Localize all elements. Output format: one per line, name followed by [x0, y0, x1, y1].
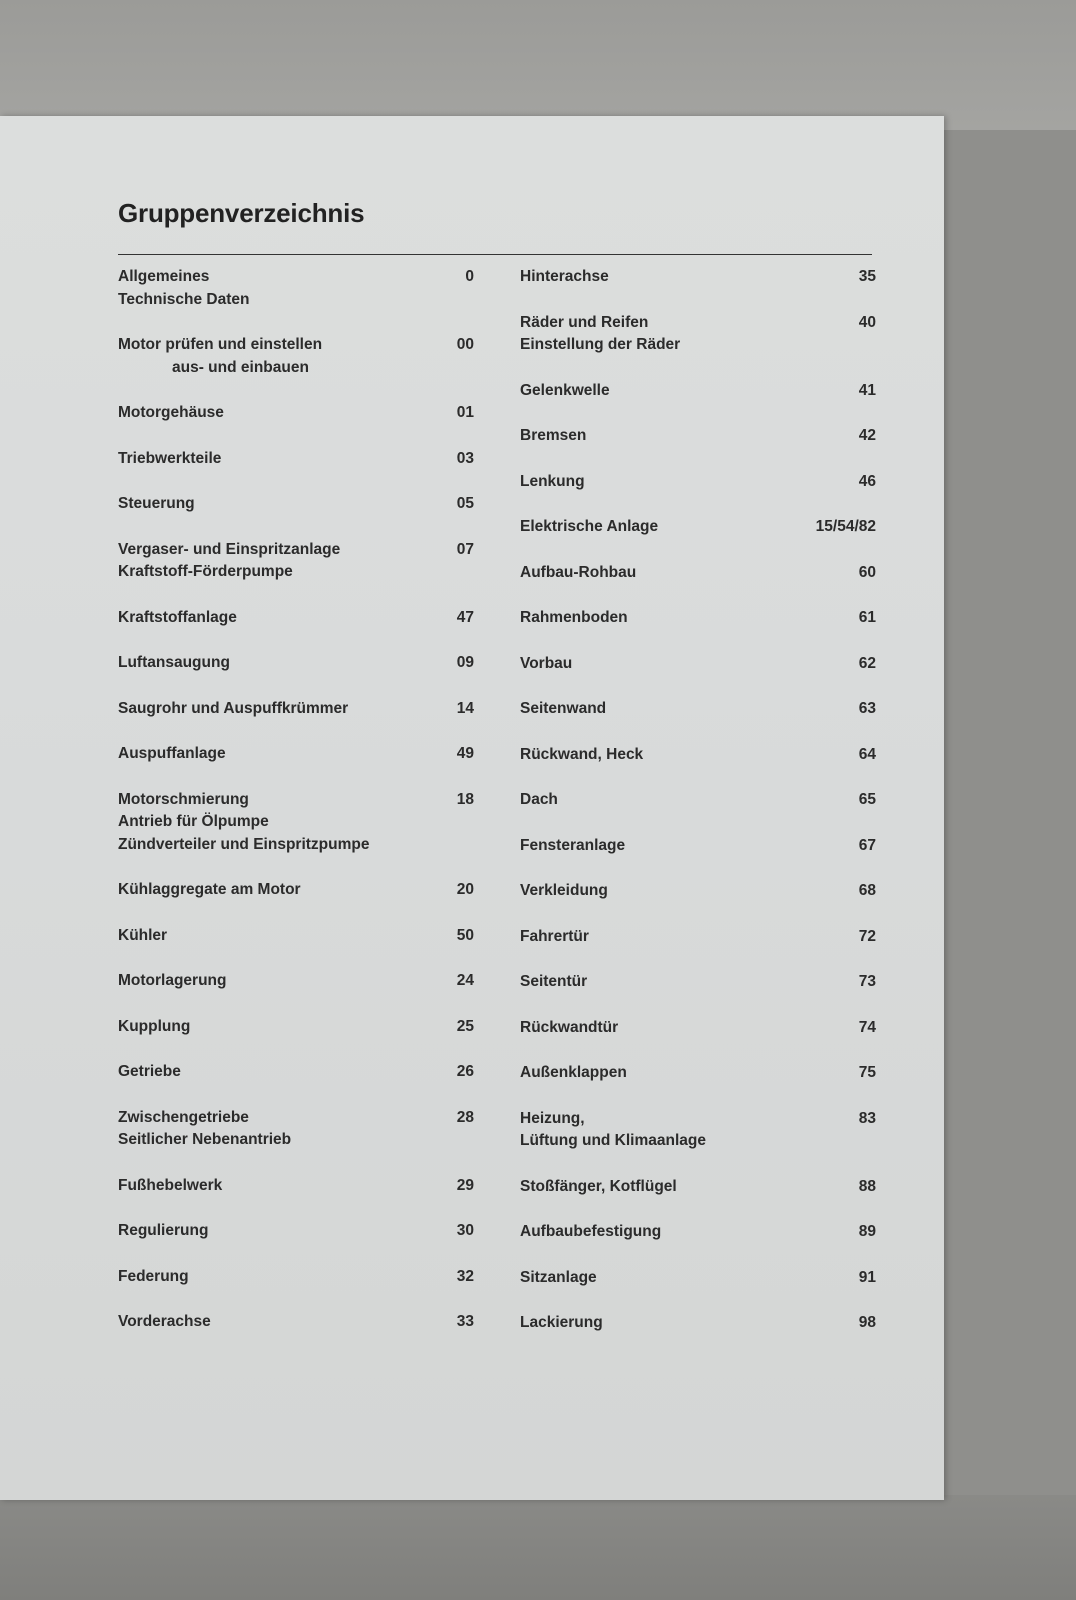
entry-number: 75 — [858, 1064, 876, 1081]
toc-entry — [118, 652, 474, 698]
entry-number: 74 — [858, 1018, 876, 1036]
toc-entry — [520, 1108, 876, 1176]
entry-name: Kraftstoffanlage — [118, 608, 237, 626]
entry-number: 89 — [858, 1223, 876, 1240]
entry-number: 63 — [858, 700, 876, 717]
toc-entry — [520, 562, 876, 608]
toc-entry — [118, 789, 474, 880]
entry-name: Motorschmierung — [118, 790, 249, 808]
toc-entry — [118, 1220, 474, 1266]
entry-subtitle: Lüftung und Klimaanlage — [520, 1132, 706, 1149]
document-page — [0, 116, 944, 1500]
entry-name: Kupplung — [118, 1017, 191, 1035]
entry-number: 25 — [456, 1017, 474, 1035]
toc-entry — [118, 970, 474, 1016]
toc-entry — [118, 402, 474, 448]
entry-name: Allgemeines — [118, 268, 210, 285]
entry-name: Gelenkwelle — [520, 381, 610, 399]
toc-entry — [520, 312, 876, 380]
toc-entry — [118, 879, 474, 925]
entry-number: 68 — [858, 882, 876, 899]
entry-number: 49 — [456, 745, 474, 762]
entry-subtitle: Kraftstoff-Förderpumpe — [118, 563, 293, 580]
entry-number: 98 — [858, 1314, 876, 1331]
entry-number: 88 — [858, 1177, 876, 1195]
entry-number: 28 — [456, 1108, 474, 1126]
entry-name: Motorlagerung — [118, 972, 227, 989]
entry-subtitle: aus- und einbauen — [172, 358, 309, 376]
entry-name: Federung — [118, 1267, 189, 1285]
entry-number: 07 — [456, 540, 474, 558]
entry-number: 30 — [456, 1222, 474, 1239]
toc-entry — [118, 1016, 474, 1062]
entry-name: Kühler — [118, 926, 168, 944]
entry-number: 29 — [456, 1176, 474, 1194]
entry-name: Rückwandtür — [520, 1018, 619, 1036]
entry-number: 72 — [858, 927, 876, 945]
toc-entry — [520, 1221, 876, 1267]
toc-entry — [520, 266, 876, 312]
toc-entry — [520, 653, 876, 699]
entry-number: 47 — [456, 608, 474, 626]
entry-number: 01 — [456, 404, 474, 421]
background-bottom — [0, 1495, 1076, 1600]
entry-number: 64 — [858, 745, 876, 763]
toc-entry — [520, 698, 876, 744]
toc-entry — [520, 744, 876, 790]
entry-name: Bremsen — [520, 427, 587, 444]
entry-number: 46 — [858, 472, 876, 490]
title-rule — [118, 254, 872, 255]
toc-entry — [520, 835, 876, 881]
entry-name: Außenklappen — [520, 1064, 627, 1081]
entry-name: Hinterachse — [520, 268, 609, 285]
toc-entry — [118, 493, 474, 539]
toc-entry — [520, 926, 876, 972]
toc-entry — [118, 743, 474, 789]
toc-entry — [520, 1267, 876, 1313]
entry-name: Motorgehäuse — [118, 404, 224, 421]
entry-name: Rückwand, Heck — [520, 745, 644, 763]
toc-entry — [118, 925, 474, 971]
toc-entry — [118, 1311, 474, 1357]
entry-name: Zwischengetriebe — [118, 1108, 249, 1126]
toc-entry — [520, 1062, 876, 1108]
entry-number: 20 — [456, 881, 474, 898]
entry-number: 91 — [858, 1268, 876, 1286]
entry-name: Vorderachse — [118, 1313, 211, 1330]
entry-name: Fußhebelwerk — [118, 1176, 223, 1194]
entry-number: 33 — [456, 1313, 474, 1330]
entry-name: Fensteranlage — [520, 836, 626, 854]
entry-name: Rahmenboden — [520, 609, 628, 626]
entry-number: 05 — [456, 495, 474, 512]
toc-entry — [118, 607, 474, 653]
entry-name: Elektrische Anlage — [520, 518, 659, 535]
entry-number: 32 — [456, 1267, 474, 1285]
toc-entry — [520, 1017, 876, 1063]
entry-name: Dach — [520, 791, 558, 808]
entry-name: Motor prüfen und einstellen — [118, 336, 323, 353]
toc-entry — [118, 266, 474, 334]
toc-entry — [520, 789, 876, 835]
entry-name: Saugrohr und Auspuffkrümmer — [118, 699, 349, 717]
entry-name: Aufbaubefestigung — [520, 1223, 662, 1240]
toc-entry — [118, 698, 474, 744]
entry-number: 42 — [858, 427, 876, 444]
toc-entry — [118, 448, 474, 494]
toc-entry — [520, 607, 876, 653]
entry-number: 18 — [456, 790, 474, 808]
entry-name: Sitzanlage — [520, 1268, 597, 1286]
entry-name: Räder und Reifen — [520, 313, 649, 331]
entry-number: 00 — [456, 336, 474, 353]
entry-name: Auspuffanlage — [118, 745, 226, 762]
left-column — [118, 266, 474, 1357]
entry-name: Getriebe — [118, 1063, 181, 1080]
entry-name: Seitentür — [520, 973, 588, 990]
entry-name: Seitenwand — [520, 700, 607, 717]
entry-number: 0 — [465, 268, 474, 285]
entry-name: Heizung, — [520, 1109, 585, 1127]
toc-entry — [118, 1266, 474, 1312]
entry-name: Vergaser- und Einspritzanlage — [118, 540, 341, 558]
entry-subtitle: Technische Daten — [118, 290, 250, 308]
entry-number: 03 — [456, 449, 474, 467]
toc-entry — [520, 1176, 876, 1222]
entry-number: 09 — [456, 654, 474, 671]
entry-subtitle: Einstellung der Räder — [520, 336, 681, 353]
toc-entry — [520, 380, 876, 426]
entry-number: 65 — [858, 791, 876, 808]
entry-number: 61 — [858, 609, 876, 626]
entry-subtitle: Seitlicher Nebenantrieb — [118, 1131, 292, 1148]
toc-entry — [118, 1061, 474, 1107]
entry-name: Verkleidung — [520, 882, 608, 899]
entry-number: 35 — [858, 268, 876, 285]
entry-name: Aufbau-Rohbau — [520, 563, 637, 581]
entry-name: Regulierung — [118, 1222, 209, 1239]
toc-entry — [520, 425, 876, 471]
entry-number: 40 — [858, 313, 876, 331]
entry-name: Vorbau — [520, 654, 573, 672]
entry-number: 14 — [456, 699, 474, 717]
entry-number: 15/54/82 — [815, 518, 876, 535]
toc-entry — [118, 1107, 474, 1175]
toc-entry — [520, 516, 876, 562]
toc-entry — [520, 880, 876, 926]
entry-name: Lackierung — [520, 1314, 603, 1331]
toc-entry — [118, 539, 474, 607]
toc-entry — [118, 1175, 474, 1221]
entry-name: Luftansaugung — [118, 654, 230, 671]
entry-name: Kühlaggregate am Motor — [118, 881, 301, 898]
toc-entry — [520, 1312, 876, 1358]
entry-number: 67 — [858, 836, 876, 854]
entry-subtitle: Antrieb für Ölpumpe — [118, 813, 269, 830]
toc-entry — [520, 471, 876, 517]
entry-number: 50 — [456, 926, 474, 944]
right-column — [520, 266, 876, 1358]
entry-number: 62 — [858, 654, 876, 672]
entry-subtitle-2: Zündverteiler und Einspritzpumpe — [118, 835, 370, 853]
entry-number: 24 — [456, 972, 474, 989]
entry-number: 73 — [858, 973, 876, 990]
toc-entry — [118, 334, 474, 402]
entry-number: 26 — [456, 1063, 474, 1080]
entry-name: Fahrertür — [520, 927, 589, 945]
entry-number: 83 — [858, 1109, 876, 1127]
background-top — [0, 0, 1076, 130]
entry-name: Stoßfänger, Kotflügel — [520, 1177, 677, 1195]
toc-entry — [520, 971, 876, 1017]
entry-number: 41 — [858, 381, 876, 399]
entry-name: Triebwerkteile — [118, 449, 222, 467]
page-title: Gruppenverzeichnis — [118, 198, 365, 228]
entry-name: Steuerung — [118, 495, 195, 512]
entry-name: Lenkung — [520, 472, 585, 490]
entry-number: 60 — [858, 563, 876, 581]
